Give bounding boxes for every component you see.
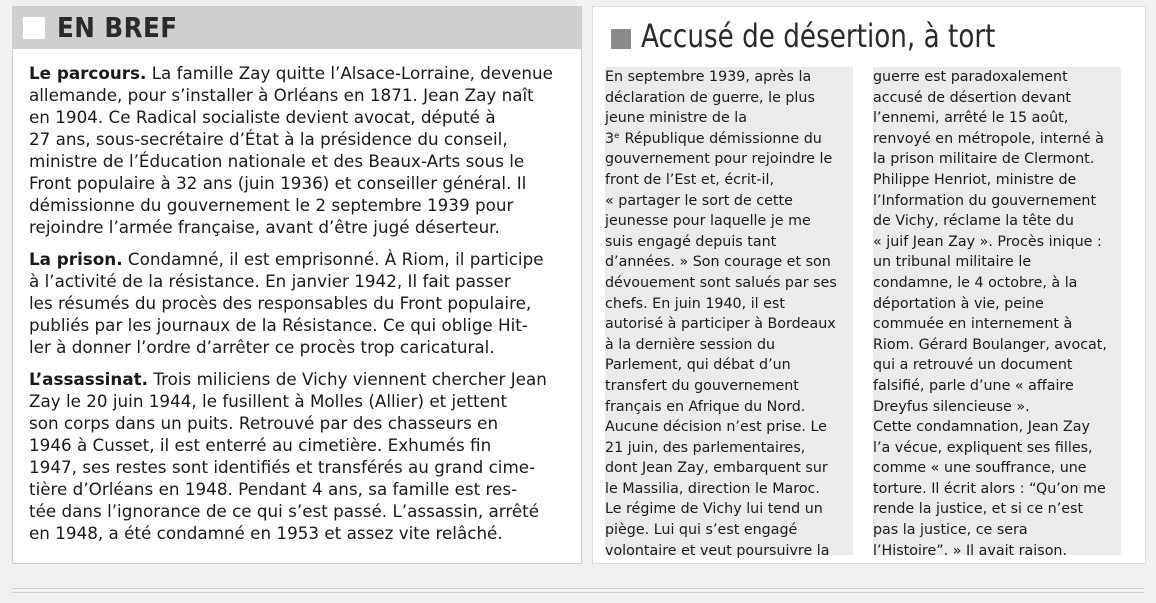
column-line: suis engagé depuis tant	[605, 233, 777, 250]
en-bref-text	[29, 63, 577, 555]
column-line: déportation à vie, peine	[873, 295, 1044, 312]
text-line: Front populaire à 32 ans (juin 1936) et conseiller général. Il	[29, 174, 527, 194]
column-line: gouvernement pour rejoindre le	[605, 151, 833, 168]
column-line: autorisé à participer à Bordeaux	[605, 316, 836, 333]
column-line: jeunesse pour laquelle je me	[605, 213, 811, 230]
text-line: tée dans l’ignorance de ce qui s’est passé. L’assassin, arrêté	[29, 502, 540, 522]
text-line: Zay le 20 juin 1944, le fusillent à Molles (Allier) et jettent	[29, 392, 508, 412]
text-line: 1946 à Cusset, il est enterré au cimetière. Exhumés fin	[29, 436, 492, 456]
paragraph-first-line: La famille Zay quitte l’Alsace-Lorraine, devenue	[146, 64, 553, 84]
en-bref-paragraph	[29, 63, 577, 239]
column-line: français en Afrique du Nord.	[605, 398, 806, 415]
column-line: Philippe Henriot, ministre de	[873, 171, 1077, 188]
column-line: Dreyfus silencieuse ».	[873, 398, 1030, 415]
column-line: front de l’Est et, écrit-il,	[605, 171, 775, 188]
article-box	[592, 6, 1146, 564]
text-line: ler à donner l’ordre d’arrêter ce procès trop caricatural.	[29, 338, 495, 358]
bottom-rule	[12, 588, 1144, 593]
column-line: Le régime de Vichy lui tend un	[605, 501, 823, 518]
column-line: renvoyé en métropole, interné à	[873, 130, 1104, 147]
text-line	[29, 369, 569, 391]
text-line: démissionne du gouvernement le 2 septembre 1939 pour	[29, 196, 514, 216]
text-line: en 1904. Ce Radical socialiste devient avocat, député à	[29, 108, 496, 128]
column-line: la prison militaire de Clermont.	[873, 151, 1095, 168]
column-line: Cette condamnation, Jean Zay	[873, 419, 1090, 436]
text-line: en 1948, a été condamné en 1953 et assez vite relâché.	[29, 524, 503, 544]
column-line: comme « une souffrance, une	[873, 460, 1087, 477]
text-line: allemande, pour s’installer à Orléans en 1871. Jean Zay naît	[29, 86, 534, 106]
header-square-icon	[23, 17, 45, 39]
en-bref-title: EN BREF	[57, 11, 178, 44]
column-line: l’Histoire”. » Il avait raison.	[873, 542, 1068, 559]
text-line: 1947, ses restes sont identifiés et transférés au grand cime-	[29, 458, 536, 478]
column-line: torture. Il écrit alors : “Qu’on me	[873, 480, 1106, 497]
column-line: Parlement, qui débat d’un	[605, 357, 791, 374]
column-line: le Massilia, direction le Maroc.	[605, 480, 820, 497]
en-bref-box	[12, 6, 582, 564]
column-line: d’années. » Son courage et son	[605, 254, 831, 271]
text-line: publiés par les journaux de la Résistance. Ce qui oblige Hit-	[29, 316, 528, 336]
text-line: tière d’Orléans en 1948. Pendant 4 ans, sa famille est res-	[29, 480, 518, 500]
column-line: 3ᵉ République démissionne du	[605, 130, 822, 147]
column-line: jeune ministre de la	[605, 110, 747, 127]
article-column-2	[873, 67, 1121, 559]
text-line: son corps dans un puits. Retrouvé par des chasseurs en	[29, 414, 499, 434]
column-line: accusé de désertion devant	[873, 89, 1072, 106]
en-bref-paragraph	[29, 249, 577, 359]
en-bref-paragraph	[29, 369, 577, 545]
column-line: dont Jean Zay, embarquent sur	[605, 460, 828, 477]
text-line	[29, 63, 569, 85]
paragraph-first-line: Trois miliciens de Vichy viennent chercher Jean	[148, 370, 547, 390]
text-line: rejoindre l’armée française, avant d’être jugé déserteur.	[29, 218, 500, 238]
column-line: Riom. Gérard Boulanger, avocat,	[873, 336, 1107, 353]
column-line: chefs. En juin 1940, il est	[605, 295, 785, 312]
column-line: piège. Lui qui s’est engagé	[605, 522, 798, 539]
article-title: Accusé de désertion, à tort	[641, 17, 996, 55]
column-line: falsifié, parle d’une « affaire	[873, 377, 1074, 394]
column-line: l’Information du gouvernement	[873, 192, 1097, 209]
text-line: 27 ans, sous-secrétaire d’État à la présidence du conseil,	[29, 130, 508, 150]
column-line: pas la justice, ce sera	[873, 522, 1028, 539]
column-line: En septembre 1939, après la	[605, 69, 812, 85]
text-line	[29, 249, 569, 271]
column-line: 21 juin, des parlementaires,	[605, 439, 806, 456]
column-line: Aucune décision n’est prise. Le	[605, 419, 827, 436]
article-header	[593, 7, 1145, 67]
column-line: « partager le sort de cette	[605, 192, 793, 209]
paragraph-lead: L’assassinat.	[29, 370, 149, 390]
column-line: rende la justice, et si ce n’est	[873, 501, 1084, 518]
column-line: un tribunal militaire le	[873, 254, 1032, 271]
paragraph-lead: La prison.	[29, 250, 123, 270]
paragraph-first-line: Condamné, il est emprisonné. À Riom, il participe	[122, 250, 544, 270]
column-line: l’ennemi, arrêté le 15 août,	[873, 110, 1069, 127]
column-line: condamne, le 4 octobre, à la	[873, 274, 1078, 291]
column-line: qui a retrouvé un document	[873, 357, 1073, 374]
paragraph-lead: Le parcours.	[29, 64, 147, 84]
column-line: volontaire et veut poursuivre la	[605, 542, 830, 559]
text-line: à l’activité de la résistance. En janvier 1942, Il fait passer	[29, 272, 511, 292]
column-line: guerre est paradoxalement	[873, 69, 1068, 85]
en-bref-header	[13, 7, 581, 49]
column-line: commuée en internement à	[873, 316, 1073, 333]
column-line: déclaration de guerre, le plus	[605, 89, 815, 106]
column-line: dévouement sont salués par ses	[605, 274, 837, 291]
column-line: à la dernière session du	[605, 336, 776, 353]
column-line: transfert du gouvernement	[605, 377, 799, 394]
article-column-1	[605, 67, 853, 559]
column-line: de Vichy, réclame la tête du	[873, 213, 1074, 230]
column-line: « juif Jean Zay ». Procès inique :	[873, 233, 1102, 250]
header-square-icon	[611, 29, 631, 49]
text-line: ministre de l’Éducation nationale et des Beaux-Arts sous le	[29, 152, 525, 172]
text-line: les résumés du procès des responsables du Front populaire,	[29, 294, 532, 314]
column-line: l’a vécue, expliquent ses filles,	[873, 439, 1093, 456]
